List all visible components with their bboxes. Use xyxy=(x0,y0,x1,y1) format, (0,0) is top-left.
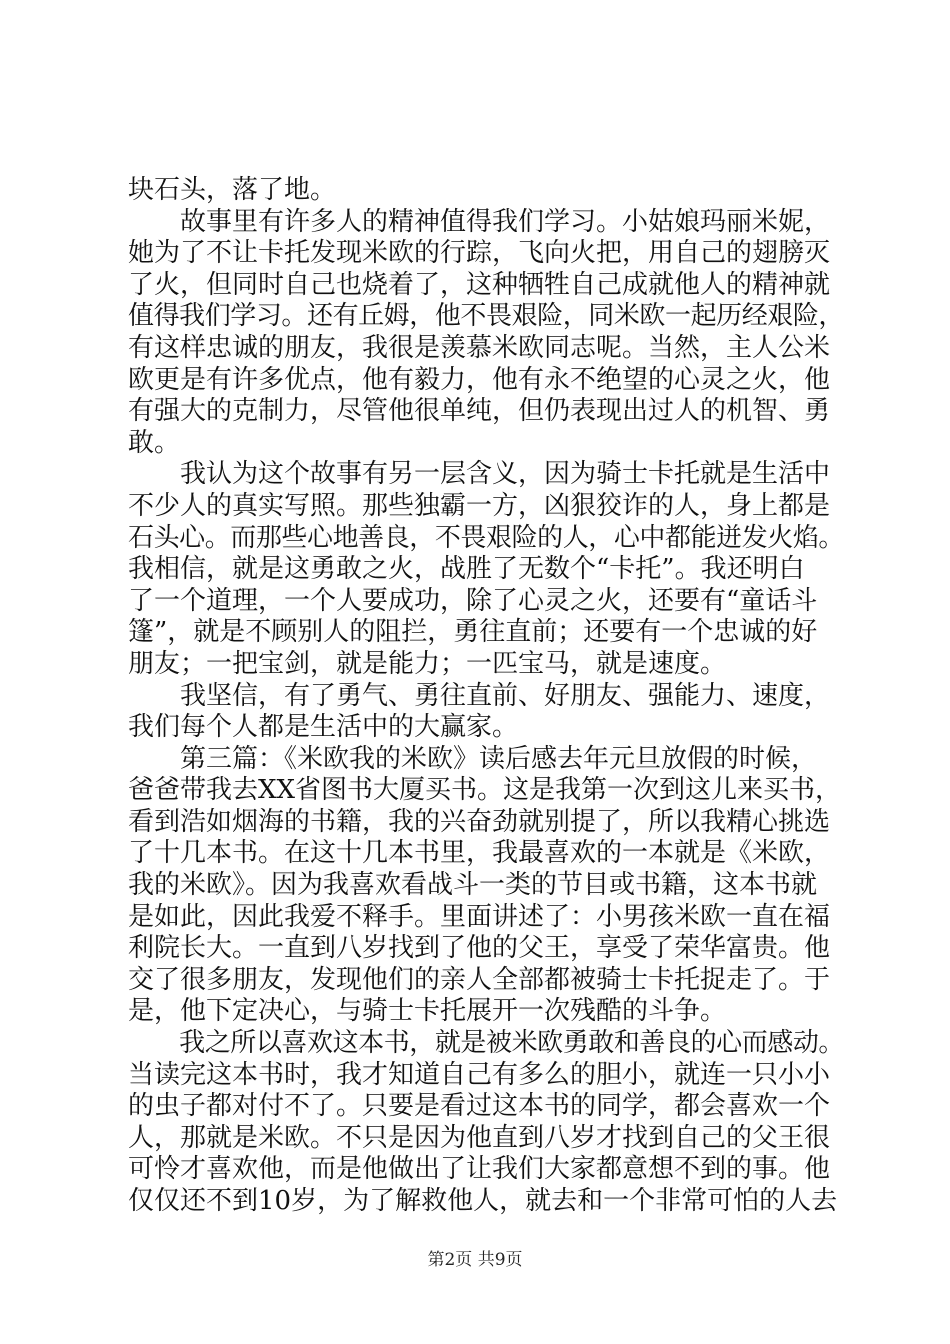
text-line: 了一个道理，一个人要成功，除了心灵之火，还要有“童话斗 xyxy=(128,585,818,616)
text-line: 块石头，落了地。 xyxy=(128,175,337,205)
text-line: 欧更是有许多优点，他有毅力，他有永不绝望的心灵之火，他 xyxy=(128,364,831,395)
text-line: 的虫子都对付不了。只要是看过这本书的同学，都会喜欢一个 xyxy=(128,1091,831,1122)
text-line: 篷”，就是不顾别人的阻拦，勇往直前；还要有一个忠诚的好 xyxy=(128,617,818,648)
text-line: 当读完这本书时，我才知道自己有多么的胆小，就连一只小小 xyxy=(128,1059,831,1090)
text-line: 利院长大。一直到八岁找到了他的父王，享受了荣华富贵。他 xyxy=(128,933,831,964)
text-line: 故事里有许多人的精神值得我们学习。小姑娘玛丽米妮， xyxy=(128,206,831,237)
text-line: 不少人的真实写照。那些独霸一方，凶狠狡诈的人，身上都是 xyxy=(128,490,831,521)
text-line: 是，他下定决心，与骑士卡托展开一次残酷的斗争。 xyxy=(128,996,727,1027)
text-line: 了火，但同时自己也烧着了，这种牺牲自己成就他人的精神就 xyxy=(128,269,831,300)
text-line: 有强大的克制力，尽管他很单纯，但仍表现出过人的机智、勇 xyxy=(128,396,831,427)
text-line: 看到浩如烟海的书籍，我的兴奋劲就别提了，所以我精心挑选 xyxy=(128,806,831,837)
text-line: 交了很多朋友，发现他们的亲人全部都被骑士卡托捉走了。于 xyxy=(128,964,831,995)
text-line: 仅仅还不到10岁，为了解救他人，就去和一个非常可怕的人去 xyxy=(128,1186,838,1216)
text-line: 我相信，就是这勇敢之火，战胜了无数个“卡托”。我还明白 xyxy=(128,554,805,585)
text-line: 人，那就是米欧。不只是因为他直到八岁才找到自己的父王很 xyxy=(128,1122,831,1153)
text-line: 我认为这个故事有另一层含义，因为骑士卡托就是生活中 xyxy=(128,459,831,490)
text-line: 是如此，因此我爱不释手。里面讲述了：小男孩米欧一直在福 xyxy=(128,901,831,932)
text-line: 了十几本书。在这十几本书里，我最喜欢的一本就是《米欧， xyxy=(128,838,831,869)
text-line: 朋友；一把宝剑，就是能力；一匹宝马，就是速度。 xyxy=(128,648,727,679)
text-line: 敢。 xyxy=(128,427,181,458)
text-line: 石头心。而那些心地善良，不畏艰险的人，心中都能迸发火焰。 xyxy=(128,522,845,553)
text-line: 她为了不让卡托发现米欧的行踪，飞向火把，用自己的翅膀灭 xyxy=(128,238,831,269)
text-line: 我们每个人都是生活中的大赢家。 xyxy=(128,712,519,743)
body-text xyxy=(128,175,844,1218)
text-line: 可怜才喜欢他，而是他做出了让我们大家都意想不到的事。他 xyxy=(128,1154,831,1185)
text-line: 有这样忠诚的朋友，我很是羡慕米欧同志呢。当然，主人公米 xyxy=(128,332,831,363)
text-line: 我之所以喜欢这本书，就是被米欧勇敢和善良的心而感动。 xyxy=(128,1028,845,1059)
text-line: 爸爸带我去XX省图书大厦买书。这是我第一次到这儿来买书， xyxy=(128,775,842,806)
page-footer: 第2页 共9页 xyxy=(427,1250,523,1270)
text-line: 值得我们学习。还有丘姆，他不畏艰险，同米欧一起历经艰险， xyxy=(128,301,845,332)
text-line: 我的米欧》。因为我喜欢看战斗一类的节目或书籍，这本书就 xyxy=(128,870,818,901)
text-line: 我坚信，有了勇气、勇往直前、好朋友、强能力、速度， xyxy=(128,680,831,711)
text-line: 第三篇：《米欧我的米欧》读后感去年元旦放假的时候， xyxy=(128,743,818,774)
